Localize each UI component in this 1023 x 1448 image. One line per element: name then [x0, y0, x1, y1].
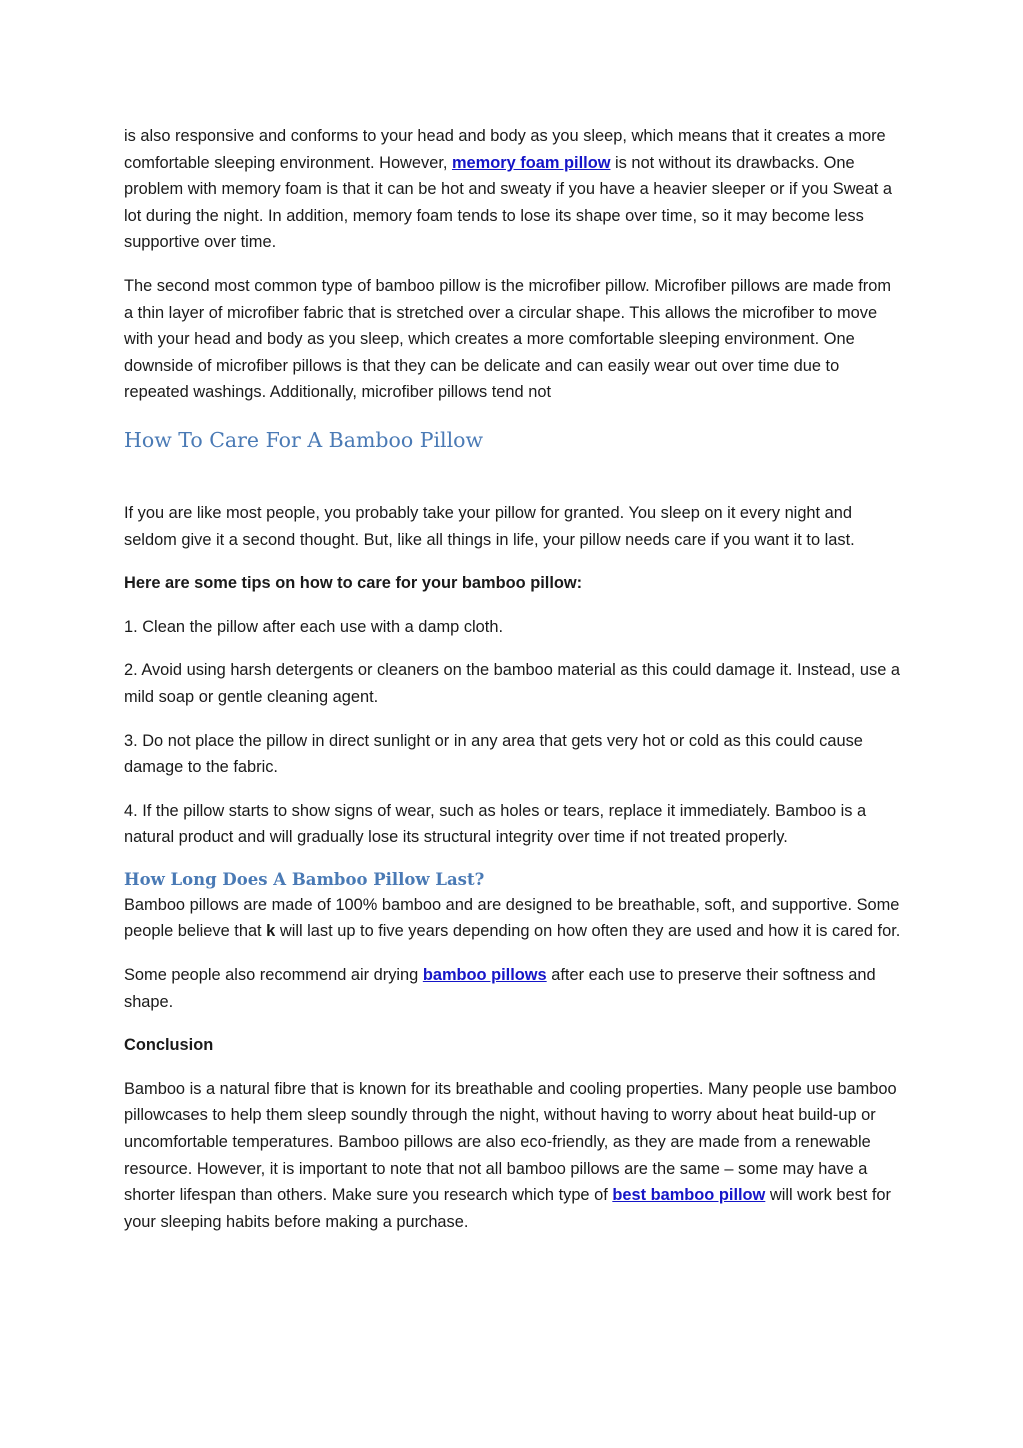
paragraph-microfiber: The second most common type of bamboo pillow is the microfiber pillow. Microfiber pillows are made from a thin layer of microfiber fabric that is stretched over a circular shape. This allows the microfiber to move with your head and body as you sleep, which creates a more comfortable sleeping environment. One downside of microfiber pillows is that they can be delicate and can easily wear out over time due to repeated washings. Additionally, microfiber pillows tend not	[124, 276, 892, 402]
tip-item-3: 3. Do not place the pillow in direct sunlight or in any area that gets very hot or cold as this could cause damage to the fabric.	[124, 731, 863, 777]
tip-item-4: 4. If the pillow starts to show signs of wear, such as holes or tears, replace it immediately. Bamboo is a natural product and will gradually lose its structural integrity over time if not treated properly.	[124, 801, 867, 847]
paragraph-lifespan: Bamboo pillows are made of 100% bamboo and are designed to be breathable, soft, and supportive. Some people believe that k will last up to five years depending on how often they are used and how it is cared for.	[124, 895, 901, 941]
paragraph-conclusion: Bamboo is a natural fibre that is known for its breathable and cooling properties. Many people use bamboo pillowcases to help them sleep soundly through the night, without having to worry about heat build-up or uncomfortable temperatures. Bamboo pillows are also eco-friendly, as they are made from a renewable resource. However, it is important to note that not all bamboo pillows are the same – some may have a shorter lifespan than others. Make sure you research which type of best bamboo pillow will work best for your sleeping habits before making a purchase.	[124, 1079, 897, 1231]
bold-letter: k	[266, 922, 276, 941]
heading-how-long-last: How Long Does A Bamboo Pillow Last?	[124, 869, 485, 889]
heading-how-to-care: How To Care For A Bamboo Pillow	[124, 427, 484, 452]
paragraph-memory-foam: is also responsive and conforms to your head and body as you sleep, which means that it creates a more comfortable sleeping environment. However, memory foam pillow is not without its drawbacks. One problem with memory foam is that it can be hot and sweaty if you have a heavier sleeper or if you Sweat a lot during the night. In addition, memory foam tends to lose its shape over time, so it may become less supportive over time.	[124, 127, 893, 252]
paragraph-air-drying: Some people also recommend air drying bamboo pillows after each use to preserve their softness and shape.	[124, 966, 876, 1011]
paragraph-intro-care: If you are like most people, you probably take your pillow for granted. You sleep on it every night and seldom give it a second thought. But, like all things in life, your pillow needs care if you want it to last.	[124, 503, 855, 549]
best-bamboo-pillow-link[interactable]: best bamboo pillow	[612, 1186, 766, 1205]
heading-conclusion: Conclusion	[124, 1036, 214, 1055]
tip-item-2: 2. Avoid using harsh detergents or cleaners on the bamboo material as this could damage it. Instead, use a mild soap or gentle cleaning agent.	[124, 661, 900, 706]
document-page	[124, 123, 904, 1252]
tips-intro: Here are some tips on how to care for your bamboo pillow:	[124, 574, 583, 593]
bamboo-pillows-link[interactable]: bamboo pillows	[422, 966, 547, 985]
tip-item-1: 1. Clean the pillow after each use with a damp cloth.	[124, 617, 504, 636]
memory-foam-pillow-link[interactable]: memory foam pillow	[451, 153, 611, 172]
